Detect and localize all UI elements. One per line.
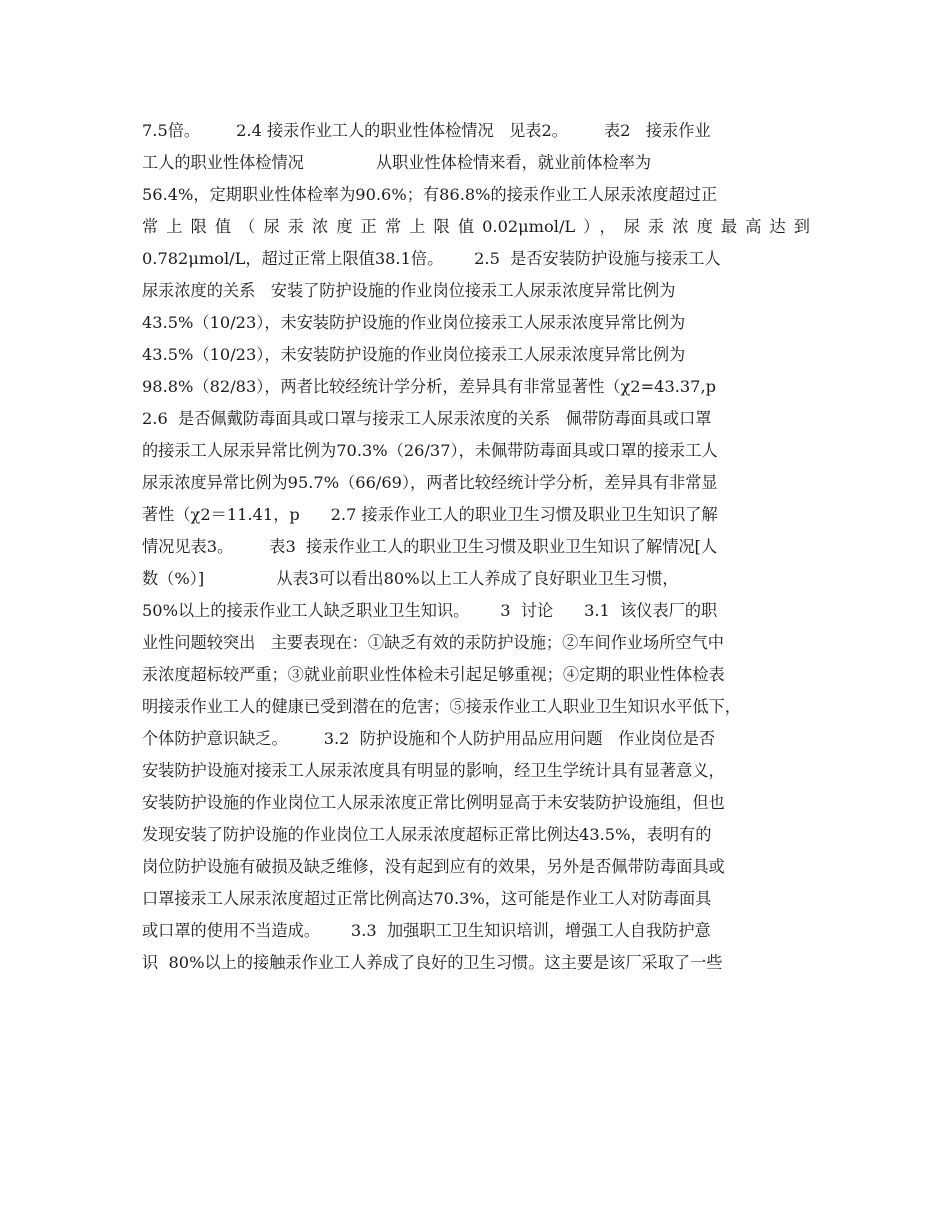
text-line: 情况见表3。 表3 接汞作业工人的职业卫生习惯及职业卫生知识了解情况[人: [142, 537, 718, 556]
text-line: 识 80%以上的接触汞作业工人养成了良好的卫生习惯。这主要是该厂采取了一些: [142, 953, 723, 972]
text-line: 工人的职业性体检情况 从职业性体检情来看，就业前体检率为: [142, 153, 652, 172]
text-line: 常上限值（尿汞浓度正常上限值0.02μmol/L），尿汞浓度最高达到: [142, 217, 810, 236]
text-line: 著性（χ2＝11.41，p 2.7 接汞作业工人的职业卫生习惯及职业卫生知识了解: [142, 505, 718, 524]
text-line: 安装防护设施的作业岗位工人尿汞浓度正常比例明显高于未安装防护设施组，但也: [142, 793, 725, 812]
text-line: 口罩接汞工人尿汞浓度超过正常比例高达70.3%，这可能是作业工人对防毒面具: [142, 889, 712, 908]
text-line: 尿汞浓度异常比例为95.7%（66/69），两者比较经统计学分析，差异具有非常显: [142, 473, 718, 492]
text-line: 56.4%，定期职业性体检率为90.6%；有86.8%的接汞作业工人尿汞浓度超过正: [142, 185, 718, 204]
text-line: 业性问题较突出 主要表现在：①缺乏有效的汞防护设施；②车间作业场所空气中: [142, 633, 724, 652]
text-line: 或口罩的使用不当造成。 3.3 加强职工卫生知识培训，增强工人自我防护意: [142, 921, 711, 940]
text-line: 43.5%（10/23），未安装防护设施的作业岗位接汞工人尿汞浓度异常比例为: [142, 313, 686, 332]
text-line: 安装防护设施对接汞工人尿汞浓度具有明显的影响，经卫生学统计具有显著意义，: [142, 761, 725, 780]
text-line: 98.8%（82/83），两者比较经统计学分析，差异具有非常显著性（χ2=43.37,p: [142, 377, 716, 396]
text-line: 50%以上的接汞作业工人缺乏职业卫生知识。 3 讨论 3.1 该仪表厂的职: [142, 601, 718, 620]
text-line: 数（%）] 从表3可以看出80%以上工人养成了良好职业卫生习惯，: [142, 569, 679, 588]
text-line: 汞浓度超标较严重；③就业前职业性体检未引起足够重视；④定期的职业性体检表: [142, 665, 725, 684]
text-line: 2.6 是否佩戴防毒面具或口罩与接汞工人尿汞浓度的关系 佩带防毒面具或口罩: [142, 409, 712, 428]
text-line: 0.782μmol/L，超过正常上限值38.1倍。 2.5 是否安装防护设施与接汞工人: [142, 249, 721, 268]
text-line: 7.5倍。 2.4 接汞作业工人的职业性体检情况 见表2。 表2 接汞作业: [142, 121, 711, 140]
text-line: 发现安装了防护设施的作业岗位工人尿汞浓度超标正常比例达43.5%，表明有的: [142, 825, 712, 844]
text-line: 尿汞浓度的关系 安装了防护设施的作业岗位接汞工人尿汞浓度异常比例为: [142, 281, 676, 300]
text-line: 个体防护意识缺乏。 3.2 防护设施和个人防护用品应用问题 作业岗位是否: [142, 729, 716, 748]
text-line: 43.5%（10/23），未安装防护设施的作业岗位接汞工人尿汞浓度异常比例为: [142, 345, 686, 364]
text-line: 明接汞作业工人的健康已受到潜在的危害；⑤接汞作业工人职业卫生知识水平低下，: [142, 697, 741, 716]
text-line: 岗位防护设施有破损及缺乏维修，没有起到应有的效果，另外是否佩带防毒面具或: [142, 857, 725, 876]
text-line: 的接汞工人尿汞异常比例为70.3%（26/37），未佩带防毒面具或口罩的接汞工人: [142, 441, 718, 460]
document-body: [142, 115, 810, 979]
